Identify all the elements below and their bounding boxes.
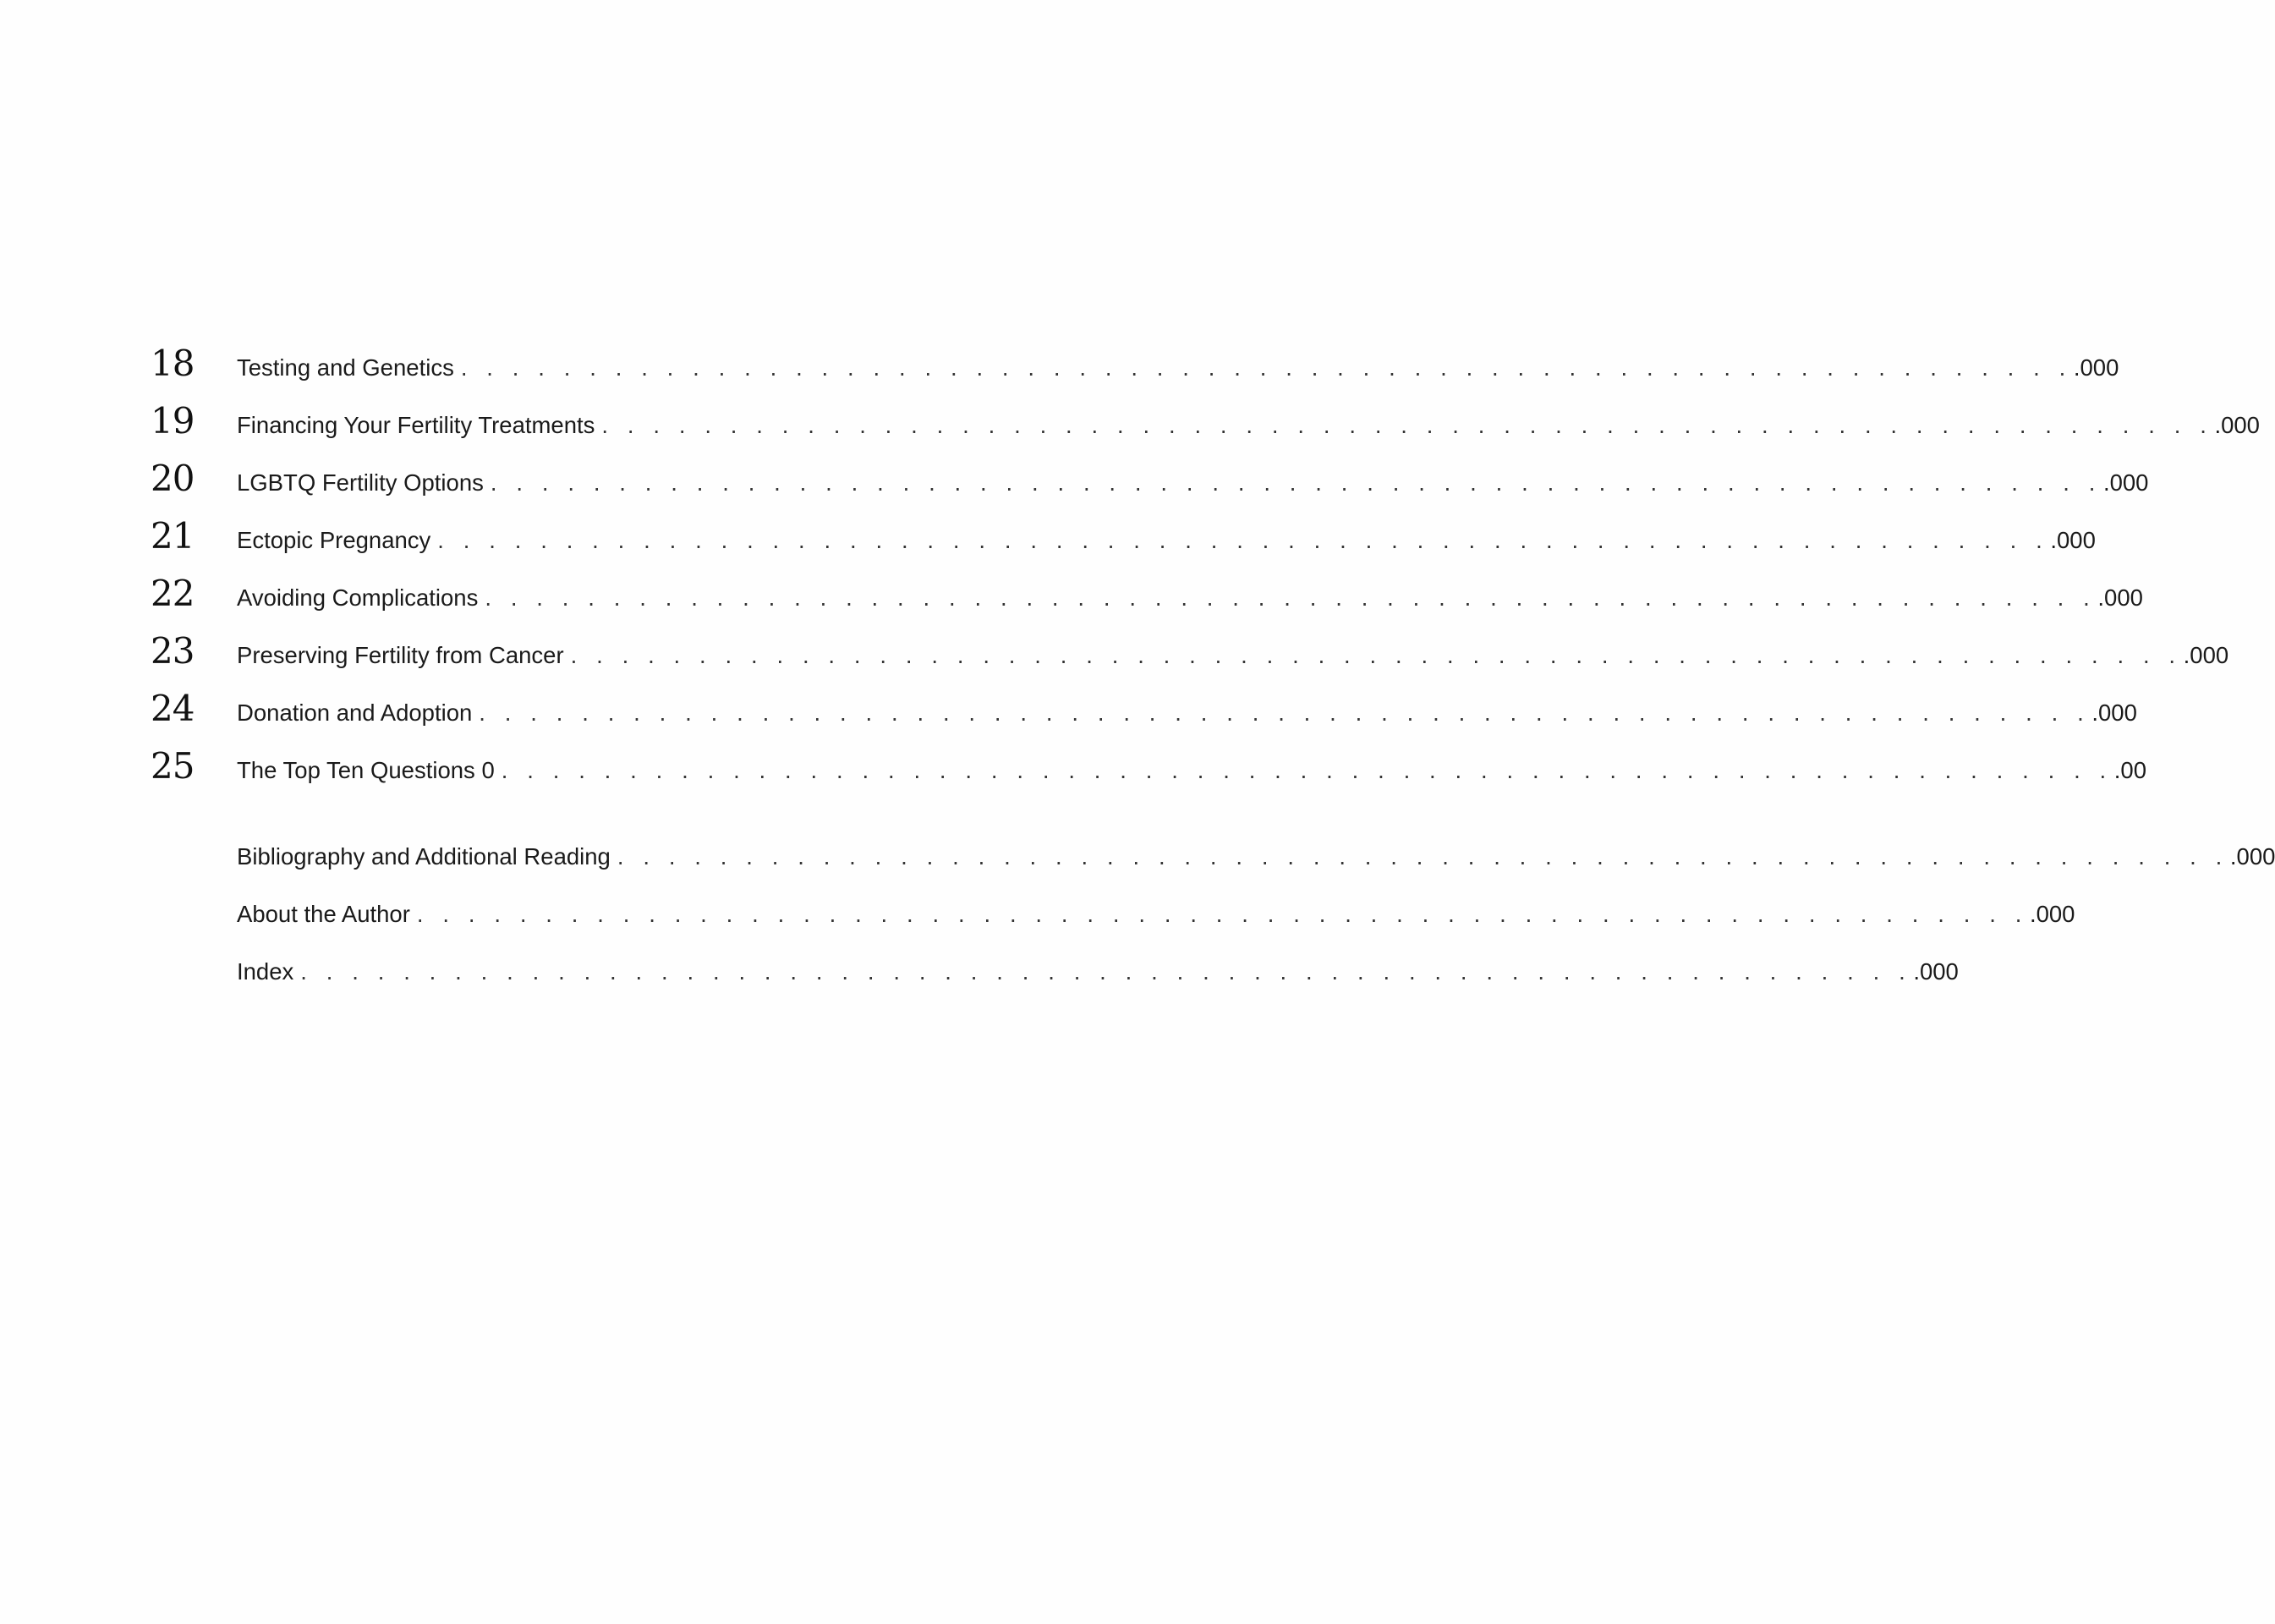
back-matter-title: Index (237, 958, 294, 985)
chapter-number: 20 (151, 458, 195, 499)
chapter-title: The Top Ten Questions 0 (237, 757, 495, 783)
chapter-title: Avoiding Complications (237, 584, 479, 611)
toc-entry (237, 412, 2260, 439)
toc-entry (237, 469, 2148, 497)
dot-leader: . . . . . . . . . . . . . . . . . . . . . . . . . . . . . . . . . . . . . . . . . . . . . . . . . . . . . . . . . . . . . . . (570, 642, 2182, 668)
toc-row-bibliography (151, 843, 2275, 901)
toc-entry (237, 354, 2119, 381)
toc-row-chapter-24 (151, 688, 2137, 745)
dot-leader: . . . . . . . . . . . . . . . . . . . . . . . . . . . . . . . . . . . . . . . . . . . . . . . . . . . . . . . . . . . . . . . (437, 527, 2049, 553)
chapter-title: LGBTQ Fertility Options (237, 469, 484, 496)
toc-row-chapter-23 (151, 630, 2229, 688)
toc-row-about-the-author (151, 901, 2075, 958)
chapter-title: Financing Your Fertility Treatments (237, 412, 595, 438)
chapter-number: 24 (151, 688, 195, 729)
page-number: .000 (2073, 354, 2119, 381)
dot-leader: . . . . . . . . . . . . . . . . . . . . . . . . . . . . . . . . . . . . . . . . . . . . . . . . . . . . . . . . . . . . . . . (300, 958, 1912, 985)
toc-row-chapter-19 (151, 400, 2260, 458)
page-number: .000 (2097, 584, 2143, 611)
chapter-number: 25 (151, 745, 195, 787)
dot-leader: . . . . . . . . . . . . . . . . . . . . . . . . . . . . . . . . . . . . . . . . . . . . . . . . . . . . . . . . . . . . . . . (460, 354, 2072, 381)
page-number: .000 (2050, 527, 2096, 553)
chapter-number: 19 (151, 400, 195, 442)
dot-leader: . . . . . . . . . . . . . . . . . . . . . . . . . . . . . . . . . . . . . . . . . . . . . . . . . . . . . . . . . . . . . . . (601, 412, 2213, 438)
toc-entry (237, 901, 2075, 928)
page-number: .000 (2183, 642, 2229, 668)
chapter-number: 21 (151, 515, 195, 557)
toc-row-chapter-21 (151, 515, 2096, 573)
chapter-title: Preserving Fertility from Cancer (237, 642, 564, 668)
toc-entry (237, 584, 2143, 612)
toc-row-chapter-18 (151, 343, 2119, 400)
dot-leader: . . . . . . . . . . . . . . . . . . . . . . . . . . . . . . . . . . . . . . . . . . . . . . . . . . . . . . . . . . . . . . . (485, 584, 2097, 611)
toc-entry (237, 757, 2146, 784)
chapter-number: 22 (151, 573, 195, 614)
dot-leader: . . . . . . . . . . . . . . . . . . . . . . . . . . . . . . . . . . . . . . . . . . . . . . . . . . . . . . . . . . . . . . . (617, 843, 2228, 870)
page-number: .000 (1913, 958, 1959, 985)
toc-row-chapter-22 (151, 573, 2143, 630)
chapter-title: Donation and Adoption (237, 700, 473, 726)
page-number: .000 (2214, 412, 2260, 438)
back-matter-title: Bibliography and Additional Reading (237, 843, 611, 870)
page-number: .000 (2102, 469, 2149, 496)
toc-entry (237, 527, 2096, 554)
page-number: .00 (2113, 757, 2147, 783)
dot-leader: . . . . . . . . . . . . . . . . . . . . . . . . . . . . . . . . . . . . . . . . . . . . . . . . . . . . . . . . . . . . . . . (501, 757, 2113, 783)
toc-entry (237, 642, 2228, 669)
toc-entry (237, 958, 1959, 985)
chapter-title: Testing and Genetics (237, 354, 454, 381)
chapter-number: 18 (151, 343, 195, 384)
chapter-title: Ectopic Pregnancy (237, 527, 431, 553)
back-matter-title: About the Author (237, 901, 410, 927)
page-number: .000 (2029, 901, 2075, 927)
dot-leader: . . . . . . . . . . . . . . . . . . . . . . . . . . . . . . . . . . . . . . . . . . . . . . . . . . . . . . . . . . . . . . . (416, 901, 2028, 927)
toc-row-chapter-25 (151, 745, 2147, 803)
section-gap (151, 803, 952, 843)
chapter-number: 23 (151, 630, 195, 672)
page-number: .000 (2091, 700, 2137, 726)
table-of-contents (151, 343, 2275, 1016)
dot-leader: . . . . . . . . . . . . . . . . . . . . . . . . . . . . . . . . . . . . . . . . . . . . . . . . . . . . . . . . . . . . . . . (479, 700, 2091, 726)
dot-leader: . . . . . . . . . . . . . . . . . . . . . . . . . . . . . . . . . . . . . . . . . . . . . . . . . . . . . . . . . . . . . . . (490, 469, 2102, 496)
toc-row-chapter-20 (151, 458, 2149, 515)
toc-row-index (151, 958, 1959, 1016)
page-number: .000 (2229, 843, 2275, 870)
toc-entry (237, 843, 2275, 870)
toc-entry (237, 700, 2137, 727)
